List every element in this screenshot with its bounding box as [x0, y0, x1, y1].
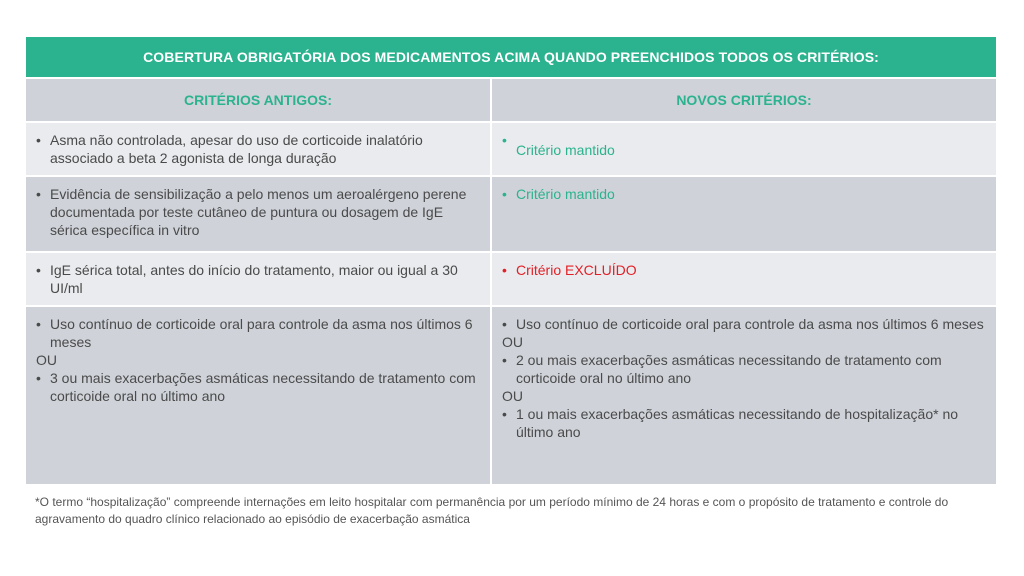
new-criterion-status: • Critério EXCLUÍDO [502, 261, 986, 279]
header-old-criteria: CRITÉRIOS ANTIGOS: [26, 79, 492, 121]
new-criterion-status: • Critério mantido [502, 185, 986, 203]
new-criterion-cell [492, 177, 996, 251]
old-criterion-item: • Uso contínuo de corticoide oral para controle da asma nos últimos 6 meses [36, 315, 480, 351]
old-criterion-text: • IgE sérica total, antes do início do tratamento, maior ou igual a 30 UI/ml [36, 261, 480, 297]
header-row [26, 79, 996, 123]
table-row [26, 253, 996, 307]
table-title: COBERTURA OBRIGATÓRIA DOS MEDICAMENTOS ACIMA QUANDO PREENCHIDOS TODOS OS CRITÉRIOS: [26, 37, 996, 79]
old-criterion-cell [26, 253, 492, 305]
old-criterion-cell [26, 177, 492, 251]
old-criterion-text: • Evidência de sensibilização a pelo menos um aeroalérgeno perene documentada por teste cutâneo de puntura ou dosagem de IgE sérica específica in vitro [36, 185, 480, 239]
criteria-table [26, 37, 996, 484]
or-separator: OU [502, 388, 523, 404]
or-separator: OU [502, 334, 523, 350]
header-new-criteria: NOVOS CRITÉRIOS: [492, 79, 996, 121]
new-criterion-status: • Critério mantido [502, 131, 986, 159]
old-criterion-cell [26, 307, 492, 484]
new-criterion-item: • Uso contínuo de corticoide oral para controle da asma nos últimos 6 meses [502, 315, 986, 333]
new-criterion-item: • 1 ou mais exacerbações asmáticas necessitando de hospitalização* no último ano [502, 405, 986, 441]
new-criterion-cell [492, 307, 996, 484]
table-row [26, 177, 996, 253]
footnote: *O termo “hospitalização” compreende internações em leito hospitalar com permanência por um período mínimo de 24 horas e com o propósito de tratamento e controle do agravamento do quadro clínico relacionado ao episódio de exacerbação asmática [35, 495, 949, 526]
table-row [26, 123, 996, 177]
old-criterion-item: • 3 ou mais exacerbações asmáticas necessitando de tratamento com corticoide oral no último ano [36, 369, 480, 405]
or-separator: OU [36, 352, 57, 368]
table-row [26, 307, 996, 484]
old-criterion-text: • Asma não controlada, apesar do uso de corticoide inalatório associado a beta 2 agonista de longa duração [36, 131, 480, 167]
new-criterion-cell [492, 253, 996, 305]
new-criterion-cell [492, 123, 996, 175]
new-criterion-item: • 2 ou mais exacerbações asmáticas necessitando de tratamento com corticoide oral no último ano [502, 351, 986, 387]
old-criterion-cell [26, 123, 492, 175]
